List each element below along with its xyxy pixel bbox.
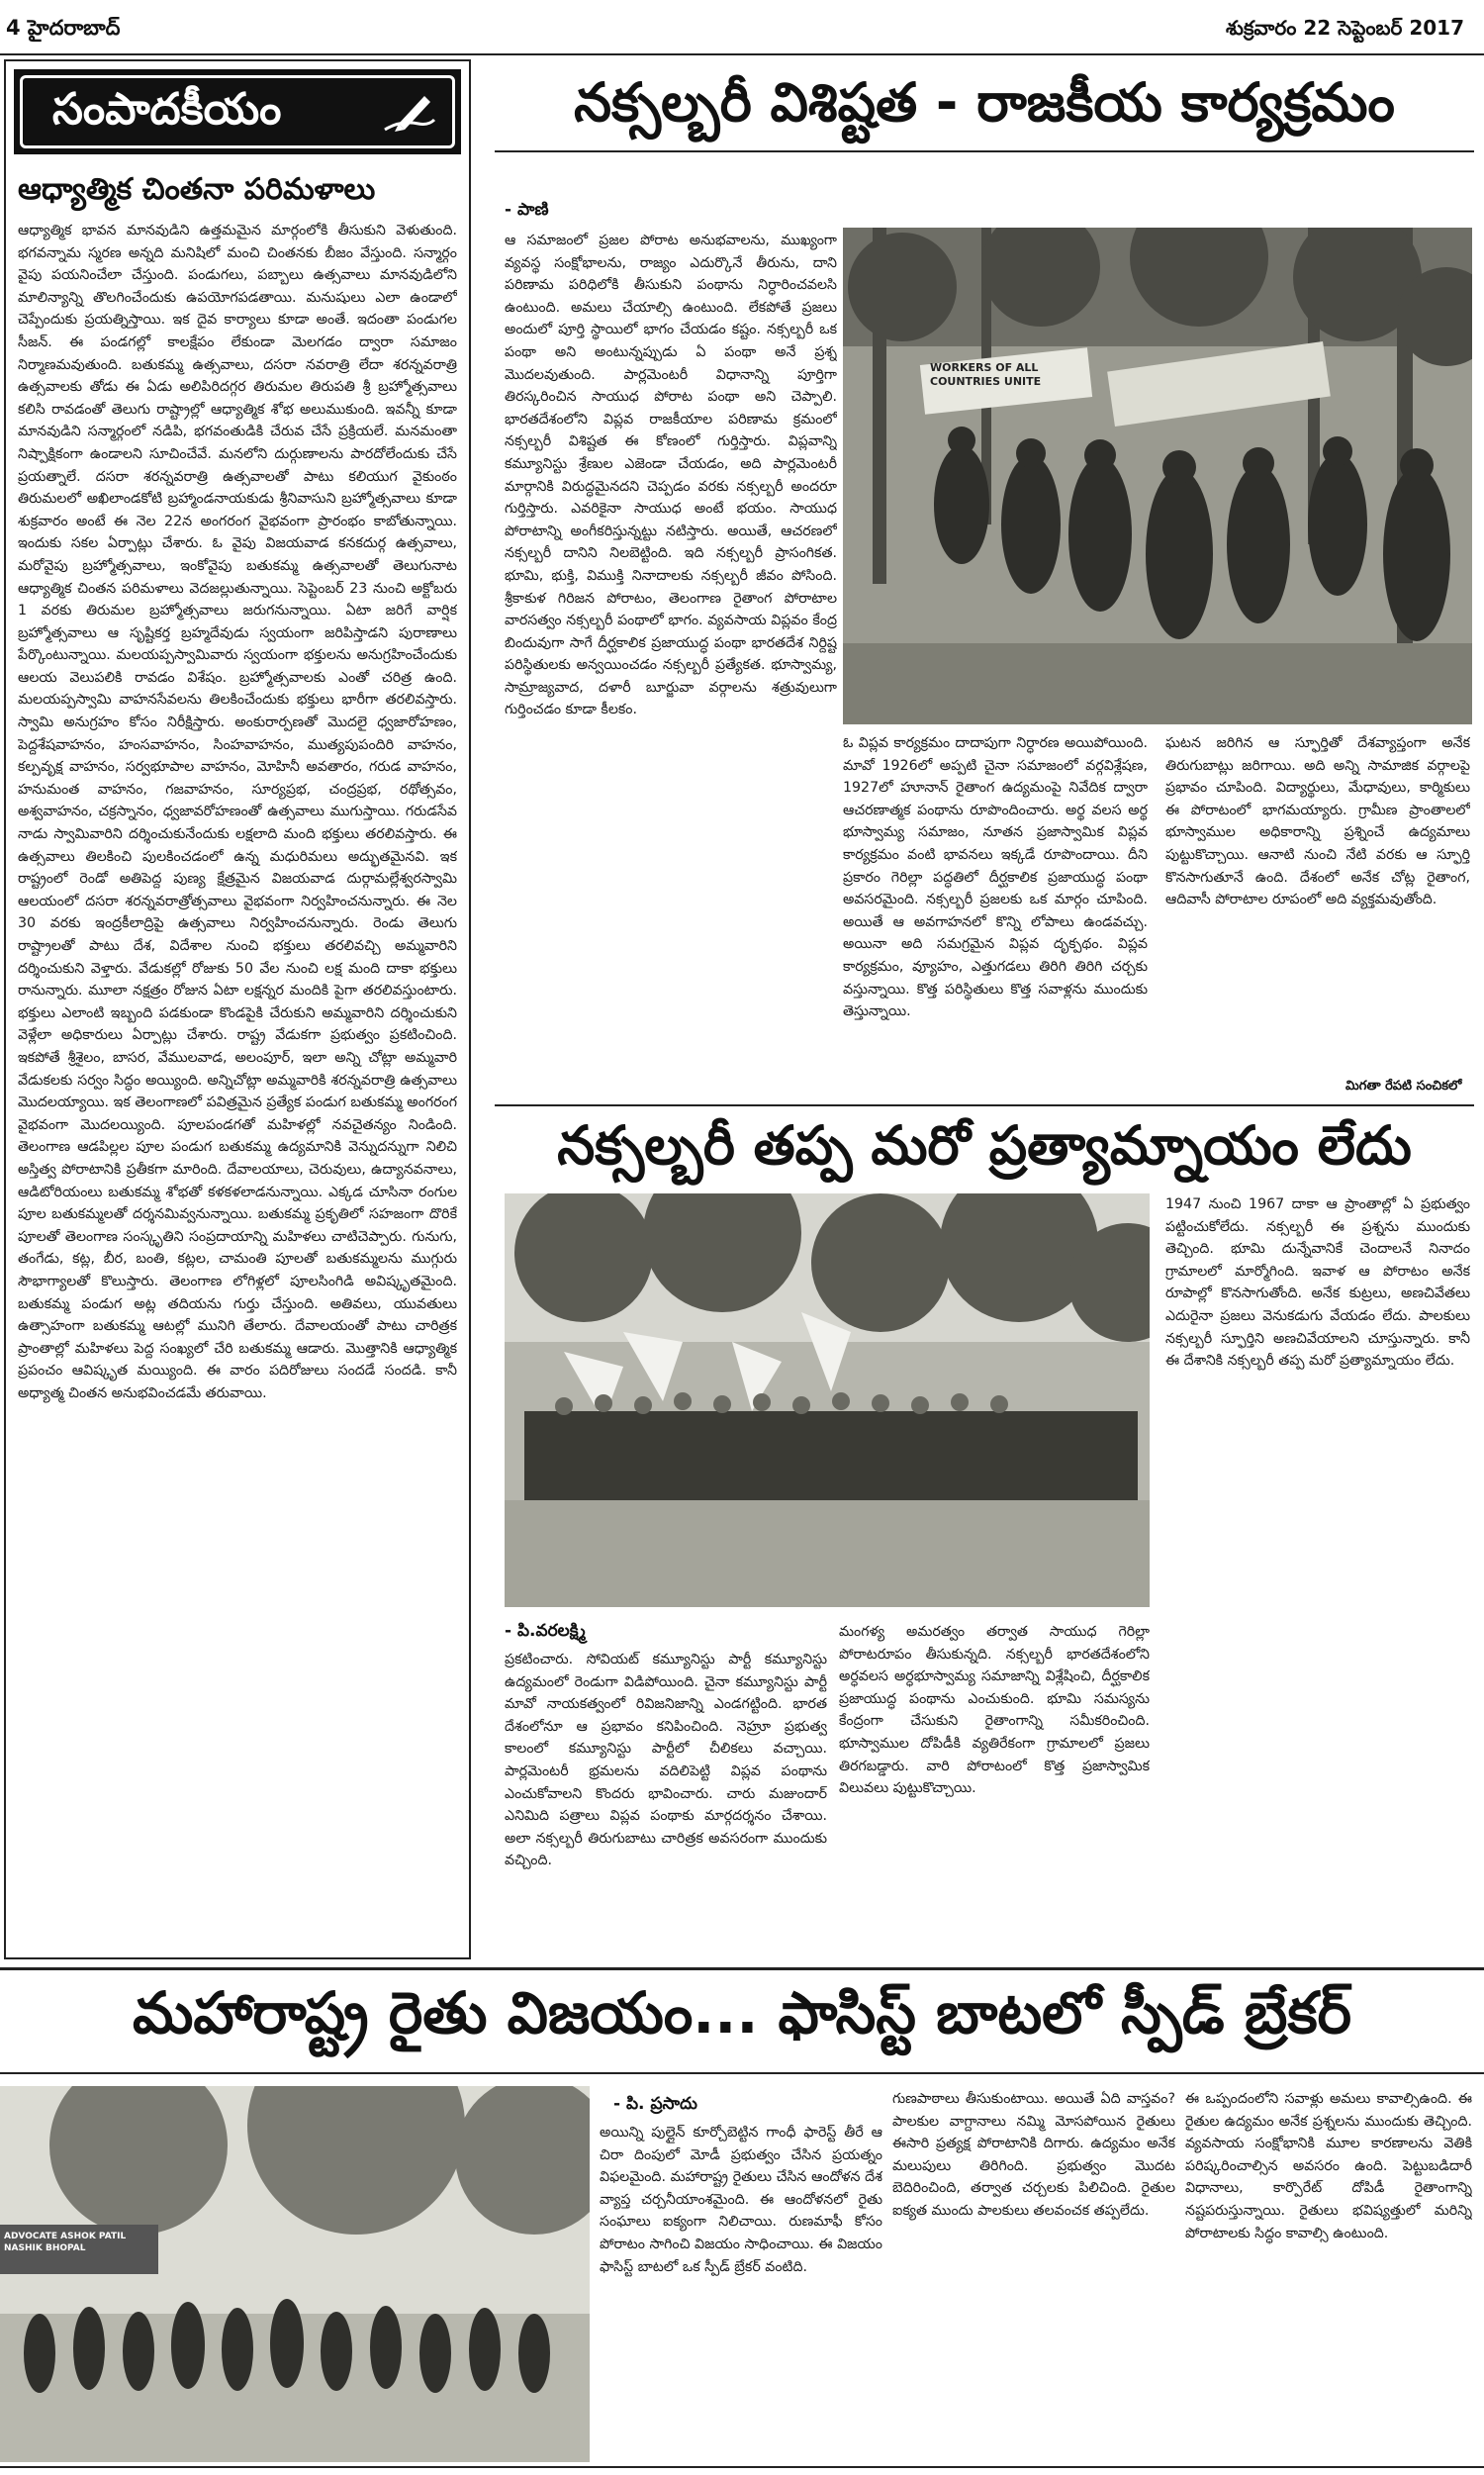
article3-photo-sign: ADVOCATE ASHOK PATIL NASHIK BHOPAL bbox=[4, 2232, 127, 2253]
article2-byline: - పి.వరలక్ష్మి bbox=[505, 1621, 586, 1641]
article2-col-c: 1947 నుంచి 1967 దాకా ఆ ప్రాంతాల్లో ఏ ప్రభుత్వం పట్టించుకోలేదు. నక్సల్బరీ ఈ ప్రశ్నను ముందుకు తెచ్చింది. భూమి దున్నేవానికే చెందాలనే నినాదం గ్రామాలలో మార్మోగింది. ఇవాళ ఆ పోరాటం అనేక రూపాల్లో కొనసాగుతోంది. అనేక కుట్రలు, అణచివేతలు ఎదురైనా ప్రజలు వెనుకడుగు వేయడం లేదు. పాలకులు నక్సల్బరీ స్ఫూర్తిని అణచివేయాలని చూస్తున్నారు. కానీ ఈ దేశానికి నక్సల్బరీ తప్ప మరో ప్రత్యామ్నాయం లేదు. bbox=[1165, 1196, 1470, 1370]
article3-col-c: ఈ ఒప్పందంలోని సవాళ్లు అమలు కావాల్సిఉంది. ఈ రైతుల ఉద్యమం అనేక ప్రశ్నలను ముందుకు తెచ్చింది. వ్యవసాయ సంక్షోభానికి మూల కారణాలను వెతికి పరిష్కరించాల్సిన అవసరం ఉంది. పెట్టుబడిదారీ విధానాలు, కార్పొరేట్ దోపిడీ రైతాంగాన్ని నష్టపరుస్తున్నాయి. రైతులు భవిష్యత్తులో మరిన్ని పోరాటాలకు సిద్ధం కావాల్సి ఉంటుంది. bbox=[1185, 2091, 1472, 2241]
header-rule bbox=[0, 53, 1484, 55]
article3-top-rule bbox=[0, 1967, 1484, 1970]
pen-icon bbox=[379, 90, 438, 140]
page-bottom-rule bbox=[0, 2466, 1484, 2468]
article1-continued: మిగతా రేపటి సంచికలో bbox=[1345, 1079, 1462, 1094]
article1-headline: నక్సల్బరీ విశిష్టత - రాజకీయ కార్యక్రమం bbox=[574, 71, 1395, 134]
article1-bottom-rule bbox=[495, 1104, 1474, 1106]
article3-col-a: అయిన్ని పుల్లైన్ కూర్చోబెట్టిన గాంధీ ఫారెస్ట్ తీరే ఆ చిరా దింపులో మోడీ ప్రభుత్వం చేసిన ప్రయత్నం విఫలమైంది. మహారాష్ట్ర రైతులు చేసిన ఆందోళన దేశ వ్యాప్త చర్చనీయాంశమైంది. ఈ ఆందోళనలో రైతు సంఘాలు ఐక్యంగా నిలిచాయి. రుణమాఫీ కోసం పోరాటం సాగించి విజయం సాధించాయి. ఈ విజయం ఫాసిస్ట్ బాటలో ఒక స్పీడ్ బ్రేకర్ వంటిది. bbox=[600, 2125, 882, 2275]
page-label: 4 హైదరాబాద్ bbox=[6, 16, 121, 40]
article1-col-b: ఓ విప్లవ కార్యక్రమం దాదాపుగా నిర్ధారణ అయిపోయింది. మావో 1926లో అప్పటి చైనా సమాజంలో వర్గవిశ్లేషణ, 1927లో హూనాన్ రైతాంగ ఉద్యమంపై నివేదిక ద్వారా ఆచరణాత్మక పంథాను రూపొందించారు. అర్థ వలస అర్థ భూస్వామ్య సమాజం, నూతన ప్రజాస్వామిక విప్లవ కార్యక్రమం వంటి భావనలు ఇక్కడే రూపొందాయి. దీని ప్రకారం గెరిల్లా పద్ధతిలో దీర్ఘకాలిక ప్రజాయుద్ధ పంథా అవసరమైంది. నక్సల్బరీ ప్రజలకు ఒక మార్గం చూపింది. అయితే ఆ అవగాహనలో కొన్ని లోపాలు ఉండవచ్చు. అయినా అది సమగ్రమైన విప్లవ దృక్పథం. విప్లవ కార్యక్రమం, వ్యూహం, ఎత్తుగడలు తిరిగి తిరిగి చర్చకు వస్తున్నాయి. కొత్త పరిస్థితులు కొత్త సవాళ్లను ముందుకు తెస్తున్నాయి. bbox=[843, 735, 1148, 1020]
article3-photo bbox=[0, 2086, 590, 2462]
editorial-section bbox=[4, 59, 471, 1959]
article3-col-b: గుణపాఠాలు తీసుకుంటాయి. అయితే ఏది వాస్తవం? పాలకుల వాగ్దానాలు నమ్మి మోసపోయిన రైతులు ఈసారి ప్రత్యక్ష పోరాటానికి దిగారు. ఉద్యమం అనేక మలుపులు తిరిగింది. ప్రభుత్వం మొదట బెదిరించింది, తర్వాత చర్చలకు పిలిచింది. రైతుల ఐక్యత ముందు పాలకులు తలవంచక తప్పలేదు. bbox=[892, 2091, 1175, 2219]
article2-headline: నక్సల్బరీ తప్ప మరో ప్రత్యామ్నాయం లేదు bbox=[557, 1114, 1412, 1177]
article3-byline: - పి. ప్రసాదు bbox=[613, 2094, 697, 2114]
rally-illustration bbox=[505, 1193, 1150, 1607]
editorial-headline: ఆధ్యాత్మిక చింతనా పరిమళాలు bbox=[18, 172, 376, 207]
page-header bbox=[0, 0, 1484, 55]
issue-date: శుక్రవారం 22 సెప్టెంబర్ 2017 bbox=[1226, 16, 1464, 40]
article1-rule bbox=[495, 150, 1474, 152]
article1-col-c: ఘటన జరిగిన ఆ స్ఫూర్తితో దేశవ్యాప్తంగా అనేక తిరుగుబాట్లు జరిగాయి. అది అన్ని సామాజిక వర్గాలపై ప్రభావం చూపింది. విద్యార్థులు, మేధావులు, కార్మికులు ఈ పోరాటంలో భాగమయ్యారు. గ్రామీణ ప్రాంతాలలో భూస్వాముల అధికారాన్ని ప్రశ్నించే ఉద్యమాలు పుట్టుకొచ్చాయి. ఆనాటి నుంచి నేటి వరకు ఆ స్ఫూర్తి కొనసాగుతూనే ఉంది. దేశంలో అనేక చోట్ల రైతాంగ, ఆదివాసీ పోరాటాల రూపంలో అది వ్యక్తమవుతోంది. bbox=[1165, 735, 1470, 908]
editorial-badge bbox=[14, 69, 461, 154]
farmers-protest-illustration bbox=[0, 2086, 590, 2462]
editorial-body: ఆధ్యాత్మిక భావన మానవుడిని ఉత్తమమైన మార్గంలోకి తీసుకుని వెళుతుంది. భగవన్నామ స్మరణ అన్నది మనిషిలో మంచి చింతనకు బీజం వేస్తుంది. సన్మార్గం వైపు పయనించేలా చేస్తుంది. పండుగలు, పబ్బాలు ఉత్సవాలు మానవుడిలోని మాలిన్యాన్ని తొలగించేందుకు ఉపయోగపడతాయి. మనుషులు ఎలా ఉండాలో చెప్పేందుకు ప్రయత్నిస్తాయి. ఇక దైవ కార్యాలు కూడా అంతే. ఇదంతా పండుగల సీజన్. ఈ పండగల్లో కాలక్షేపం లేకుండా మెలగడం ద్వారా సమాజం నిర్మాణమవుతుంది. బతుకమ్మ ఉత్సవాలు, దసరా నవరాత్రి లేదా శరన్నవరాత్రి ఉత్సవాలకు తోడు ఈ ఏడు అలిపిరిదగ్గర తిరుమల తిరుపతి శ్రీ బ్రహ్మోత్సవాలు కలిసి రావడంతో తెలుగు రాష్ట్రాల్లో ఆధ్యాత్మిక శోభ అలుముకుంది. ఇవన్నీ కూడా మానవుడిని సన్మార్గంలో నడిపి, భగవంతుడికి చేరువ చేసే ప్రక్రియలే. మనమంతా నిష్పాక్షికంగా ఉండాలని సూచించేవే. మనలోని దుర్గుణాలను పారదోలేందుకు చేసే ప్రయత్నాలే. దసరా శరన్నవరాత్రి ఉత్సవాలతో పాటు కలియుగ వైకుంఠం తిరుమలలో అఖిలాండకోటి బ్రహ్మాండనాయకుడు శ్రీనివాసుని బ్రహ్మోత్సవాలు కూడా శుక్రవారం అంటే ఈ నెల 22న అంగరంగ వైభవంగా ప్రారంభం కాబోతున్నాయి. ఇందుకు సకల ఏర్పాట్లు చేశారు. ఓ వైపు విజయవాడ కనకదుర్గ ఉత్సవాలు, మరోవైపు బ్రహ్మోత్సవాలు, ఇంకోవైపు బతుకమ్మ ఉత్సవాలతో తెలుగునాట ఆధ్యాత్మిక చింతన పరిమళాలు వెదజల్లుతున్నాయి. సెప్టెంబర్ 23 నుంచి అక్టోబరు 1 వరకు తిరుమల బ్రహ్మోత్సవాలు జరుగనున్నాయి. ఏటా జరిగే వార్షిక బ్రహ్మోత్సవాలు ఆ సృష్టికర్త బ్రహ్మదేవుడు స్వయంగా జరిపిస్తాడని పురాణాలు పేర్కొంటున్నాయి. మలయప్పస్వామివారు స్వయంగా భక్తులను అనుగ్రహించేందుకు ఆలయ వెలుపలికి రావడం విశేషం. బ్రహ్మోత్సవాలకు ఎంతో చరిత్ర ఉంది. మలయప్పస్వామి వాహనసేవలను తిలకించేందుకు భక్తులు భారీగా తరలివస్తారు. స్వామి అనుగ్రహం కోసం నిరీక్షిస్తారు. అంకురార్పణతో మొదలై ధ్వజారోహణం, పెద్దశేషవాహనం, హంసవాహనం, సింహవాహనం, ముత్యపుపందిరి వాహనం, కల్పవృక్ష వాహనం, సర్వభూపాల వాహనం, మోహినీ అవతారం, గరుడ వాహనం, హనుమంత వాహనం, గజవాహనం, సూర్యప్రభ, చంద్రప్రభ, రథోత్సవం, అశ్వవాహనం, చక్రస్నానం, ధ్వజావరోహణంతో ఉత్సవాలు ముగుస్తాయి. గరుడసేవ నాడు స్వామివారిని దర్శించుకునేందుకు లక్షలాది మంది భక్తులు తరలివస్తారు. ఈ ఉత్సవాలు తిలకించి పులకించడంలో ఉన్న మధురిమలు అద్భుతమైనవి. ఇక రాష్ట్రంలో రెండో అతిపెద్ద పుణ్య క్షేత్రమైన విజయవాడ దుర్గామల్లేశ్వరస్వామి ఆలయంలో దసరా శరన్నవరాత్రోత్సవాలు వైభవంగా నిర్వహించనున్నారు. ఈ నెల 30 వరకు ఇంద్రకీలాద్రిపై ఉత్సవాలు నిర్వహించనున్నారు. రెండు తెలుగు రాష్ట్రాలతో పాటు దేశ, విదేశాల నుంచి భక్తులు తరలివచ్చి అమ్మవారిని దర్శించుకుని వెళ్తారు. వేడుకల్లో రోజుకు 50 వేల నుంచి లక్ష మంది దాకా భక్తులు రానున్నారు. మూలా నక్షత్రం రోజున ఏటా లక్షన్నర మందికి పైగా తరలివస్తుంటారు. భక్తులు ఎలాంటి ఇబ్బంది పడకుండా కొండపైకి చేరుకుని అమ్మవారిని దర్శించుకుని వెళ్లేలా అధికారులు ఏర్పాట్లు చేశారు. రాష్ట్ర వేడుకగా ప్రభుత్వం ప్రకటించింది. ఇకపోతే శ్రీశైలం, బాసర, వేములవాడ, అలంపూర్, ఇలా అన్ని చోట్లా అమ్మవారి వేడుకలకు సర్వం సిద్ధం అయ్యింది. అన్నిచోట్లా అమ్మవారికి శరన్నవరాత్రి ఉత్సవాలు మొదలయ్యాయి. ఇక తెలంగాణలో పవిత్రమైన ప్రత్యేక పండుగ బతుకమ్మ అంగరంగ వైభవంగా మొదలయ్యింది. పూలపండగతో మహిళల్లో నవచైతన్యం నిండింది. తెలంగాణ ఆడపిల్లల పూల పండుగ బతుకమ్మ ఉద్యమానికి వెన్నుదన్నుగా నిలిచి అస్తిత్వ పోరాటానికి ప్రతీకగా మారింది. దేవాలయాలు, చెరువులు, ఉద్యానవనాలు, ఆడిటోరియంలు బతుకమ్మ శోభతో కళకళలాడనున్నాయి. ఎక్కడ చూసినా రంగుల పూల బతుకమ్మలతో దర్శనమివ్వనున్నాయి. బతుకమ్మ ప్రకృతిలో సహజంగా దొరికే పూలతో తెలంగాణ సంస్కృతిని సంప్రదాయాన్ని మహిళలు చాటిచెప్పారు. గునుగు, తంగేడు, కట్ల, బీర, బంతి, కట్లల, చామంతి పూలతో బతుకమ్మలను ముగ్గురు సౌభాగ్యాలతో కొలుస్తారు. తెలంగాణ లోగిళ్లలో పూలసింగిడి అవిష్కృతమైంది. బతుకమ్మ పండుగ అట్ల తదియను గుర్తు చేస్తుంది. అతివలు, యువతులు ఉత్సాహంగా బతుకమ్మ ఆటల్లో మునిగి తేలారు. దేవాలయంతో పాటు చారిత్రక ప్రాంతాల్లో మహిళలు పెద్ద సంఖ్యలో చేరి బతుకమ్మ ఆడారు. మొత్తానికి ఆధ్యాత్మిక ప్రపంచం ఆవిష్కృత మయ్యింది. ఈ వారం పదిరోజులు సందడే సందడి. కానీ అధ్యాత్మ చింతన అనుభవించడమే తరువాయి. bbox=[18, 223, 457, 1401]
article1-byline: - పాణి bbox=[505, 200, 549, 220]
editorial-badge-label: సంపాదకీయం bbox=[52, 84, 282, 135]
article1-col-a: ఆ సమాజంలో ప్రజల పోరాట అనుభవాలను, ముఖ్యంగా వ్యవస్థ సంక్షోభాలను, రాజ్యం ఎదుర్కొనే తీరును, దాని పరిణామ పరిధిలోకి తీసుకుని పంథాను నిర్ధారించవలసి ఉంటుంది. అమలు చేయాల్సి ఉంటుంది. లేకపోతే ప్రజలు అందులో పూర్తి స్థాయిలో భాగం చేయడం కష్టం. నక్సల్బరీ ఒక పంథా అని అంటున్నప్పుడు ఏ పంథా అనే ప్రశ్న మొదలవుతుంది. పార్లమెంటరీ విధానాన్ని పూర్తిగా తిరస్కరించిన సాయుధ పోరాట పంథా అని చెప్పాలి. భారతదేశంలోని విప్లవ రాజకీయాల పరిణామ క్రమంలో నక్సల్బరీ విశిష్టత ఈ కోణంలో గుర్తిస్తారు. విప్లవాన్ని కమ్యూనిస్టు శ్రేణుల ఎజెండా చేయడం, అది పార్లమెంటరీ మార్గానికి విరుద్ధమైనదని చెప్పడం వరకు నక్సల్బరీ అందరూ గుర్తిస్తారు. ఎవరికైనా సాయుధ అంటే భయం. సాయుధ పోరాటాన్ని అంగీకరిస్తున్నట్టు నటిస్తారు. అయితే, ఆచరణలో నక్సల్బరీ దానిని నిలబెట్టింది. ఇది నక్సల్బరీ ప్రాసంగికత. భూమి, భుక్తి, విముక్తి నినాదాలకు నక్సల్బరీ జీవం పోసింది. శ్రీకాకుళ గిరిజన పోరాటం, తెలంగాణ రైతాంగ పోరాటాల వారసత్వం నక్సల్బరీ పంథాలో భాగం. వ్యవసాయ విప్లవం కేంద్ర బిందువుగా సాగే దీర్ఘకాలిక ప్రజాయుద్ధ పంథా భారతదేశ నిర్దిష్ట పరిస్థితులకు అన్వయించడం నక్సల్బరీ ప్రత్యేకత. భూస్వామ్య, సామ్రాజ్యవాద, దళారీ బూర్జువా వర్గాలను శత్రువులుగా గుర్తించడం కూడా కీలకం. bbox=[505, 233, 837, 718]
forest-march-illustration bbox=[843, 228, 1472, 724]
article3-headline-rule bbox=[0, 2072, 1484, 2074]
article2-col-a: ప్రకటించారు. సోవియట్ కమ్యూనిస్టు పార్టీ కమ్యూనిస్టు ఉద్యమంలో రెండుగా విడిపోయింది. చైనా కమ్యూనిస్టు పార్టీ మావో నాయకత్వంలో రివిజనిజాన్ని ఎండగట్టింది. భారత దేశంలోనూ ఆ ప్రభావం కనిపించింది. నెహ్రూ ప్రభుత్వ కాలంలో కమ్యూనిస్టు పార్టీలో చీలికలు వచ్చాయి. పార్లమెంటరీ భ్రమలను వదిలిపెట్టి విప్లవ పంథాను ఎంచుకోవాలని కొందరు భావించారు. చారు మజుందార్ ఎనిమిది పత్రాలు విప్లవ పంథాకు మార్గదర్శనం చేశాయి. అలా నక్సల్బరీ తిరుగుబాటు చారిత్రక అవసరంగా ముందుకు వచ్చింది. bbox=[505, 1652, 827, 1869]
article2-col-b: మంగళ్య అమరత్వం తర్వాత సాయుధ గెరిల్లా పోరాటరూపం తీసుకున్నది. నక్సల్బరీ భారతదేశంలోని అర్ధవలస అర్ధభూస్వామ్య సమాజాన్ని విశ్లేషించి, దీర్ఘకాలిక ప్రజాయుద్ధ పంథాను ఎంచుకుంది. భూమి సమస్యను కేంద్రంగా చేసుకుని రైతాంగాన్ని సమీకరించింది. భూస్వాముల దోపిడీకి వ్యతిరేకంగా గ్రామాలలో ప్రజలు తిరగబడ్డారు. వారి పోరాటంలో కొత్త ప్రజాస్వామిక విలువలు పుట్టుకొచ్చాయి. bbox=[839, 1624, 1150, 1797]
article3-headline: మహారాష్ట్ర రైతు విజయం... ఫాసిస్ట్ బాటలో స్పీడ్ బ్రేకర్ bbox=[132, 1979, 1351, 2047]
article2-photo bbox=[505, 1193, 1150, 1607]
article1-photo bbox=[843, 228, 1472, 724]
article1-photo-banner: WORKERS OF ALL COUNTRIES UNITE bbox=[930, 361, 1042, 388]
